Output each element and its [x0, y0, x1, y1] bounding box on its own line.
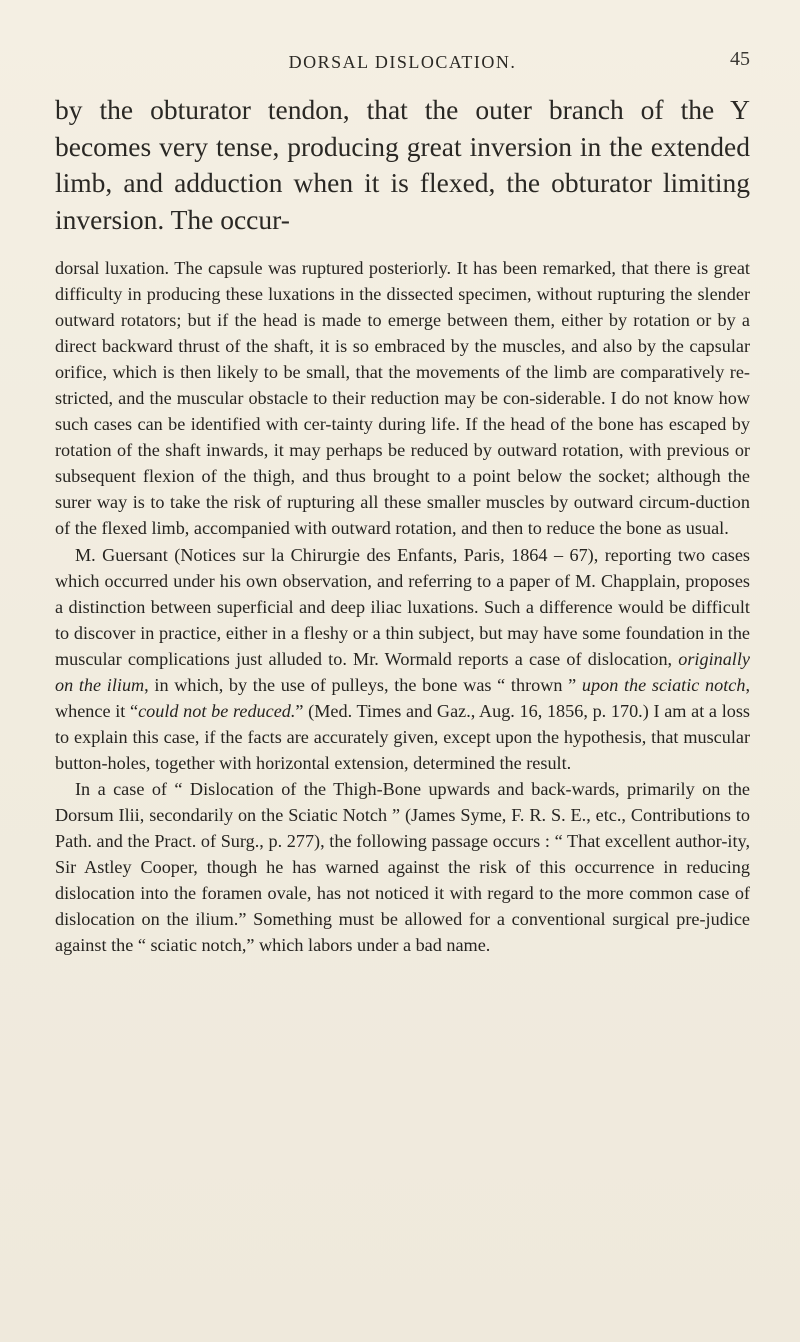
note-text-block	[55, 255, 750, 958]
note-paragraph-2	[55, 542, 750, 776]
note-paragraph-2-part-a: M. Guersant (Notices sur la Chirurgie des Enfants, Paris, 1864 – 67), reporting two cases which occurred under his own observation, and referring to a paper of M. Chapplain, proposes a distinction between superficial and deep iliac luxations. Such a difference would be difficult to discover in practice, either in a fleshy or a thin subject, but may have some foundation in the muscular complications just alluded to. Mr. Wormald reports a case of dislocation,	[55, 544, 750, 669]
note-paragraph-3: In a case of “ Dislocation of the Thigh-Bone upwards and back-wards, primarily on the Dorsum Ilii, secondarily on the Sciatic Notch ” (James Syme, F. R. S. E., etc., Contributions to Path. and the Pract. of Surg., p. 277), the following passage occurs : “ That excellent author-ity, Sir Astley Cooper, though he has warned against the risk of this occurrence in reducing dislocation into the foramen ovale, has not noticed it with regard to the more common case of dislocation on the ilium.” Something must be allowed for a conventional surgical pre-judice against the “ sciatic notch,” which labors under a bad name.	[55, 778, 750, 956]
note-paragraph-2-part-b: , in which, by the use of pulleys, the bone was “ thrown ”	[144, 674, 582, 695]
page-number: 45	[730, 48, 750, 70]
italic-phrase-sciatic-notch: upon the sciatic notch	[581, 674, 746, 695]
note-paragraph-2-part-c: , whence it “	[55, 674, 750, 721]
main-text-block	[55, 92, 750, 238]
italic-phrase-not-reduced: could not be reduced.	[138, 700, 296, 721]
running-head	[55, 48, 750, 92]
italic-phrase-ilium: originally on the ilium	[55, 648, 750, 695]
note-paragraph-1: dorsal luxation. The capsule was ruptured posteriorly. It has been remarked, that there is great difficulty in producing these luxations in the dissected specimen, without rupturing the slender outward rotators; but if the head is made to emerge between them, either by rotation or by a direct backward thrust of the shaft, it is so embraced by the muscles, and also by the capsular orifice, which is then likely to be small, that the movements of the limb are comparatively re-stricted, and the muscular obstacle to their reduction may be con-siderable. I do not know how such cases can be identified with cer-tainty during life. If the head of the bone has escaped by rotation of the shaft inwards, it may perhaps be reduced by outward rotation, with previous or subsequent flexion of the thigh, and thus brought to a point below the socket; although the surer way is to take the risk of rupturing all these smaller muscles by outward circum-duction of the flexed limb, accompanied with outward rotation, and then to reduce the bone as usual.	[55, 258, 750, 539]
running-title: DORSAL DISLOCATION.	[288, 52, 517, 72]
main-paragraph: by the obturator tendon, that the outer branch of the Y becomes very tense, producing great inversion in the extended limb, and adduction when it is flexed, the obturator limiting inversion. The occur-	[55, 94, 750, 235]
note-paragraph-2-part-d: ” (Med. Times and Gaz., Aug. 16, 1856, p. 170.) I am at a loss to explain this case, if the facts are accurately given, except upon the hypothesis, that muscular button-holes, together with horizontal extension, determined the result.	[55, 700, 750, 773]
